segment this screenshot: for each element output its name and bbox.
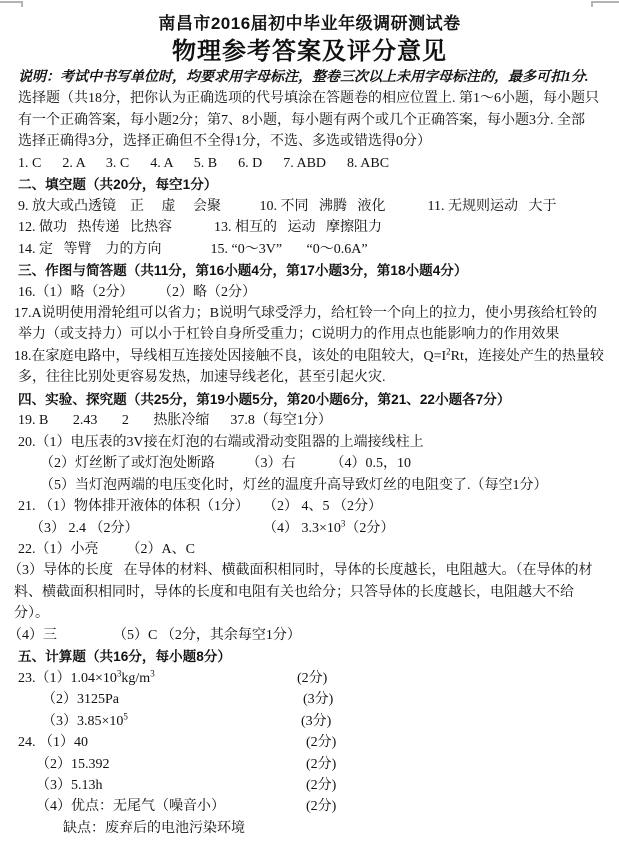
doc-line-score: (3分) (303, 692, 334, 708)
doc-line-16: 四、实验、探究题（共25分，第19小题5分，第20小题6分，第21、22小题各7分） (18, 391, 511, 407)
doc-line-29 (0, 689, 619, 710)
doc-line-2: 选择题（共18分，把你认为正确选项的代号填涂在答题卷的相应位置上. 第1～6小题，每小题只 (18, 91, 599, 107)
doc-line-score: (2分) (306, 735, 337, 751)
doc-line-21 (0, 496, 619, 517)
doc-line-25: 料、横截面积相同时，导体的长度和电阻有关也给分；只答导体的长度越长，电阻越大不给分）。 (14, 584, 574, 622)
doc-line-33 (0, 775, 619, 796)
doc-line-15: 多，往往比别处更容易发热，加速导线老化，甚至引起火灾. (18, 370, 386, 386)
corner-mark-top-left (0, 1, 22, 3)
doc-line-10: 三、作图与简答题（共11分，第16小题4分，第17小题3分，第18小题4分） (18, 263, 468, 279)
doc-line-27: 五、计算题（共16分，每小题8分） (18, 649, 231, 665)
doc-line-14: 18.在家庭电路中，导线相互连接处因接触不良，该处的电阻较大，$Q=I^2Rt$，连接处产生的热量较 (14, 346, 604, 364)
doc-line-35: 缺点：废弃后的电池污染环境 (63, 820, 245, 836)
document-body (0, 67, 619, 839)
doc-line-score: (3分) (301, 713, 332, 729)
doc-line-13: 举力（或支持力）可以小于杠铃自身所受重力；C说明力的作用点也能影响力的作用效果 (18, 327, 560, 343)
doc-line-20: （5）当灯泡两端的电压变化时，灯丝的温度升高导致灯丝的电阻变了.（每空1分） (40, 477, 548, 493)
doc-line-answer: 24. （1）40 (18, 735, 88, 751)
doc-line-answer: （3）5.13h (36, 777, 103, 793)
doc-line-answer: （4）优点：无尾气（噪音小） (36, 799, 225, 815)
doc-line-17: 19. B 2.43 2 热胀冷缩 37.8（每空1分） (18, 413, 332, 429)
doc-line-score: （2） 4、5 （2分） (263, 499, 382, 515)
doc-line-11: 16.（1）略（2分） （2）略（2分） (18, 284, 256, 300)
doc-line-32 (0, 754, 619, 775)
doc-line-score: (2分) (297, 670, 328, 686)
doc-line-5: 1. C 2. A 3. C 4. A 5. B 6. D 7. ABD 8. ABC (18, 155, 390, 171)
doc-line-22 (0, 518, 619, 539)
doc-line-answer: 21. （1）物体排开液体的体积（1分） (18, 499, 249, 515)
doc-line-score: (2分) (306, 799, 337, 815)
doc-line-score: (2分) (306, 777, 337, 793)
doc-line-answer: $(3)3.85\times 10^5$ (42, 710, 128, 729)
doc-line-23: 22.（1）小亮 （2）A、C (18, 541, 195, 557)
doc-line-score: （4） $3.3\times 10^3(2$分） (263, 517, 395, 536)
corner-mark-top-right (592, 1, 619, 3)
doc-line-7: 9. 放大或凸透镜 正 虚 会聚 10. 不同 沸腾 液化 11. 无规则运动 大于 (18, 198, 557, 214)
doc-line-26: （4）三 （5）C （2分，其余每空1分） (8, 627, 301, 643)
doc-line-score: (2分) (306, 756, 337, 772)
doc-line-1: 说明：考试中书写单位时，均要求用字母标注，整卷三次以上未用字母标注的，最多可扣1分. (18, 70, 589, 85)
doc-line-4: 选择正确得3分，选择正确但不全得1分，不选、多选或错选得0分） (18, 134, 431, 150)
doc-line-18: 20.（1）电压表的3V接在灯泡的右端或滑动变阻器的上端接线柱上 (18, 434, 424, 450)
doc-line-31 (0, 732, 619, 753)
doc-line-9: 14. 定 等臂 力的方向 15. “0～3V” “0～0.6A” (18, 241, 368, 257)
doc-line-19: （2）灯丝断了或灯泡处断路 （3）右 （4）0.5，10 (40, 456, 411, 472)
doc-line-8: 12. 做功 热传递 比热容 13. 相互的 运动 摩擦阻力 (18, 220, 382, 236)
doc-line-30 (0, 711, 619, 732)
page-subtitle: 物理参考答案及评分意见 (172, 38, 447, 65)
doc-line-12: 17.A说明使用滑轮组可以省力；B说明气球受浮力，给杠铃一个向上的拉力，使小男孩给杠铃的 (14, 305, 597, 321)
doc-line-34 (0, 796, 619, 817)
doc-line-3: 有一个正确答案，每小题2分；第7、8小题，每小题有两个或几个正确答案，每小题3分. 全部 (18, 112, 585, 128)
doc-line-answer: （2）3125Pa (42, 692, 119, 708)
doc-line-28 (0, 668, 619, 689)
corner-mark-top-right-tick (591, 1, 593, 7)
corner-mark-top-left-tick (21, 1, 23, 7)
doc-line-answer: （2）15.392 (36, 756, 110, 772)
page-title: 南昌市2016届初中毕业年级调研测试卷 (158, 14, 461, 33)
doc-line-answer: $23.(1)1.04\times 10^3kg/m^3$ (18, 668, 155, 686)
doc-line-6: 二、填空题（共20分，每空1分） (18, 177, 218, 193)
doc-line-24: （3）导体的长度 在导体的材料、横截面积相同时，导体的长度越长，电阻越大。（在导体的材 (8, 563, 593, 579)
doc-line-answer: （3） 2.4 （2分） (30, 520, 139, 536)
